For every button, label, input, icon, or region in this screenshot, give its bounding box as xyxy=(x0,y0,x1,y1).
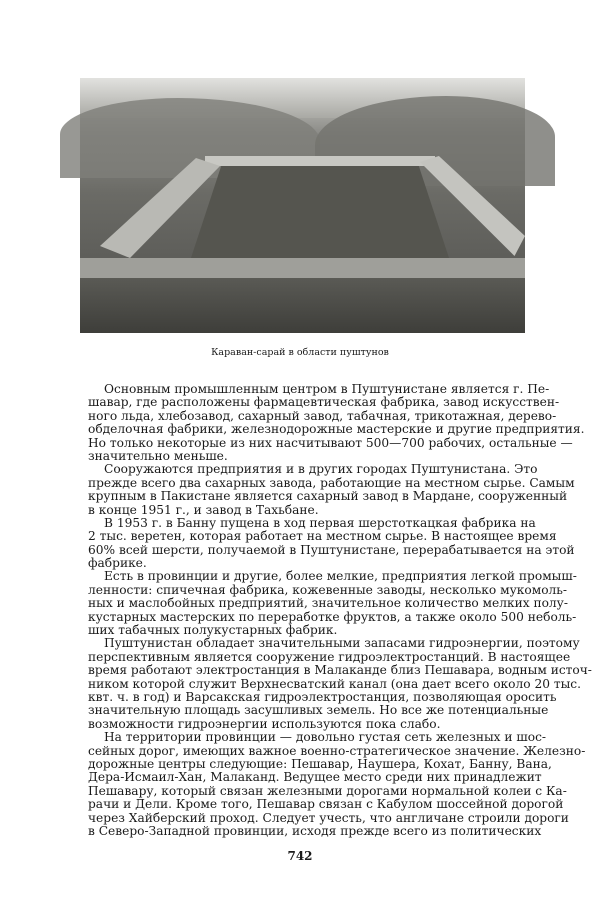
text-line: Есть в провинции и другие, более мелкие, предприятия легкой промыш- xyxy=(104,569,577,584)
text-line: ных и маслобойных предприятий, значительное количество мелких полу- xyxy=(88,596,568,611)
text-line: Основным промышленным центром в Пуштунистане является г. Пе- xyxy=(104,382,550,396)
paragraph xyxy=(88,730,586,838)
text-line: сейных дорог, имеющих важное военно-стратегическое значение. Железно- xyxy=(88,743,586,758)
page-number: 742 xyxy=(287,849,313,863)
text-line: Пуштунистан обладает значительными запасами гидроэнергии, поэтому xyxy=(104,636,580,651)
photo-wall xyxy=(80,258,525,278)
text-line: перспективным является сооружение гидроэлектростанций. В настоящее xyxy=(88,649,571,664)
photo-wall xyxy=(205,156,435,166)
text-line: Сооружаются предприятия и в других городах Пуштунистана. Это xyxy=(104,462,538,477)
paragraph xyxy=(88,382,585,463)
text-line: ником которой служит Верхнесватский канал (она дает всего около 20 тыс. xyxy=(88,676,581,691)
text-line: ших табачных полукустарных фабрик. xyxy=(88,623,338,638)
photo-ground xyxy=(80,278,525,333)
text-line: прежде всего два сахарных завода, работающие на местном сырье. Самым xyxy=(88,475,575,490)
text-line: время работают электростанция в Малаканде близ Пешавара, водным источ- xyxy=(88,663,592,678)
text-line: ленности: спичечная фабрика, кожевенные заводы, несколько мукомоль- xyxy=(88,582,568,597)
text-line: 2 тыс. веретен, которая работает на местном сырье. В настоящее время xyxy=(88,529,557,544)
text-line: кустарных мастерских по переработке фруктов, а также около 500 неболь- xyxy=(88,609,577,624)
text-line: в Северо-Западной провинции, исходя прежде всего из политических xyxy=(88,823,542,838)
text-line: ного льда, хлебозавод, сахарный завод, табачная, трикотажная, дерево- xyxy=(88,408,557,423)
text-line: возможности гидроэнергии используются пока слабо. xyxy=(88,716,441,731)
text-line: через Хайберский проход. Следует учесть, что англичане строили дороги xyxy=(88,810,569,825)
photo-courtyard xyxy=(190,166,450,261)
text-line: рачи и Дели. Кроме того, Пешавар связан с Кабулом шоссейной дорогой xyxy=(88,797,564,812)
text-line: фабрике. xyxy=(88,556,147,571)
text-line: квт. ч. в год) и Варсакская гидроэлектростанция, позволяющая оросить xyxy=(88,689,557,704)
text-line: значительно меньше. xyxy=(88,448,228,463)
figure-caption: Караван-сарай в области пуштунов xyxy=(211,347,389,358)
paragraph xyxy=(88,515,575,571)
text-line: 60% всей шерсти, получаемой в Пуштунистане, перерабатывается на этой xyxy=(88,542,575,557)
text-line: значительную площадь засушливых земель. Но все же потенциальные xyxy=(88,703,549,718)
text-line: В 1953 г. в Банну пущена в ход первая шерстоткацкая фабрика на xyxy=(104,515,536,530)
text-line: обделочная фабрики, железнодорожные мастерские и другие предприятия. xyxy=(88,422,585,437)
body-text xyxy=(88,382,592,838)
text-line: На территории провинции — довольно густая сеть железных и шос- xyxy=(104,730,547,745)
paragraph xyxy=(88,462,575,517)
text-line: Дера-Исмаил-Хан, Малаканд. Ведущее место среди них принадлежит xyxy=(88,770,542,785)
text-line: дорожные центры следующие: Пешавар, Наушера, Кохат, Банну, Вана, xyxy=(88,756,552,771)
text-line: крупным в Пакистане является сахарный завод в Мардане, сооруженный xyxy=(88,489,568,504)
text-line: шавар, где расположены фармацевтическая фабрика, завод искусствен- xyxy=(88,395,560,410)
paragraph xyxy=(88,636,592,731)
text-line: Пешавару, который связан железными дорогами нормальной колеи с Ка- xyxy=(88,783,567,798)
text-line: в конце 1951 г., и завод в Тахьбане. xyxy=(88,502,319,517)
paragraph xyxy=(88,569,577,638)
caravanserai-photo xyxy=(80,78,525,333)
text-line: Но только некоторые из них насчитывают 500—700 рабочих, остальные — xyxy=(88,435,573,450)
